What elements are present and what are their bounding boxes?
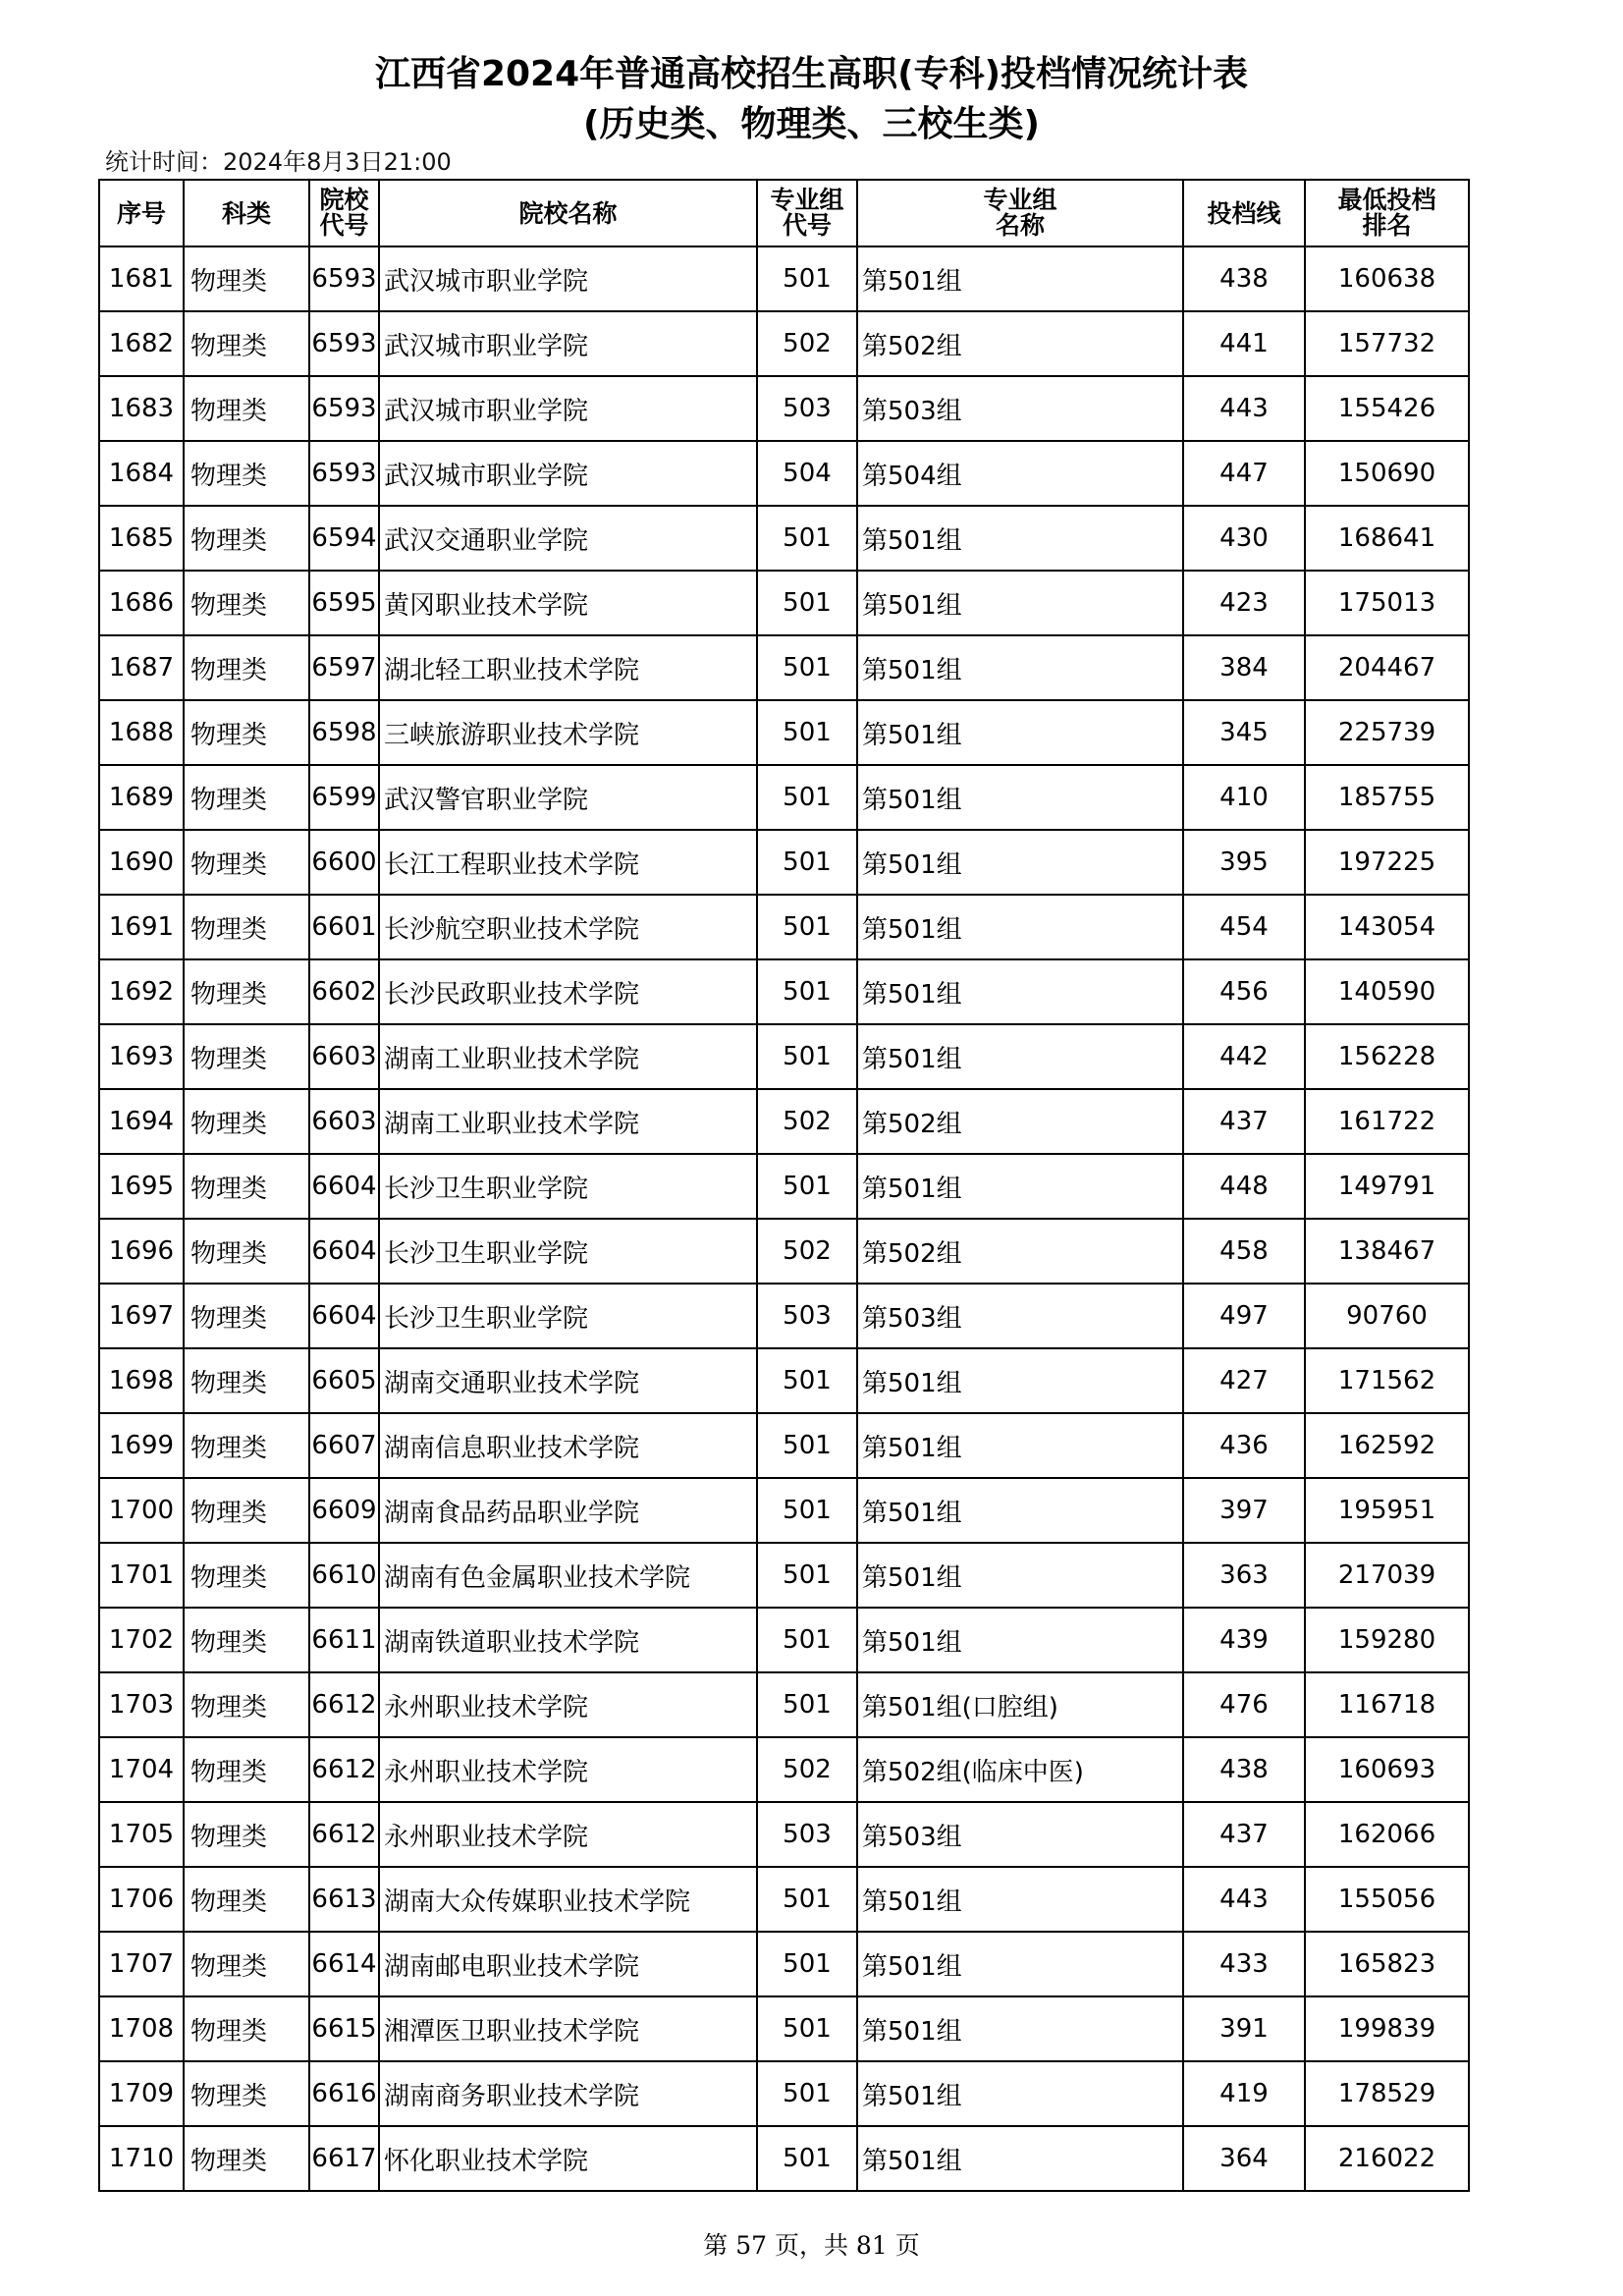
header-group-code [757, 180, 857, 246]
table-row [99, 635, 1469, 700]
cell-group-name: 第501组 [857, 700, 1183, 765]
cell-category: 物理类 [184, 765, 309, 830]
header-min-rank [1305, 180, 1469, 246]
table-row [99, 959, 1469, 1024]
cell-school-name: 长江工程职业技术学院 [379, 830, 757, 895]
table-row [99, 1284, 1469, 1348]
cell-group-code: 501 [757, 1672, 857, 1737]
cell-group-name: 第501组 [857, 895, 1183, 959]
cell-seq: 1710 [99, 2126, 184, 2191]
cell-school-code: 6603 [309, 1089, 379, 1154]
table-row [99, 765, 1469, 830]
cell-min-rank: 150690 [1305, 441, 1469, 506]
cell-school-code: 6593 [309, 246, 379, 311]
table-row [99, 1608, 1469, 1672]
cell-score-line: 497 [1183, 1284, 1305, 1348]
cell-min-rank: 162592 [1305, 1413, 1469, 1478]
cell-school-code: 6612 [309, 1737, 379, 1802]
cell-score-line: 438 [1183, 1737, 1305, 1802]
cell-group-name: 第501组 [857, 571, 1183, 635]
cell-group-name: 第501组 [857, 1543, 1183, 1608]
cell-score-line: 437 [1183, 1802, 1305, 1867]
header-min-rank-text: 最低投档排名 [1337, 186, 1436, 240]
cell-group-code: 501 [757, 1413, 857, 1478]
cell-group-name: 第503组 [857, 376, 1183, 441]
header-seq: 序号 [99, 180, 184, 246]
cell-seq: 1681 [99, 246, 184, 311]
cell-school-code: 6605 [309, 1348, 379, 1413]
cell-school-code: 6597 [309, 635, 379, 700]
header-category: 科类 [184, 180, 309, 246]
cell-seq: 1687 [99, 635, 184, 700]
cell-school-code: 6594 [309, 506, 379, 571]
cell-score-line: 433 [1183, 1932, 1305, 1996]
cell-min-rank: 225739 [1305, 700, 1469, 765]
cell-school-code: 6609 [309, 1478, 379, 1543]
cell-group-name: 第501组 [857, 506, 1183, 571]
cell-school-name: 武汉交通职业学院 [379, 506, 757, 571]
cell-group-name: 第502组 [857, 1089, 1183, 1154]
cell-school-name: 长沙卫生职业学院 [379, 1154, 757, 1219]
cell-group-code: 501 [757, 2126, 857, 2191]
cell-group-code: 501 [757, 765, 857, 830]
cell-group-name: 第501组 [857, 1608, 1183, 1672]
cell-seq: 1691 [99, 895, 184, 959]
cell-score-line: 448 [1183, 1154, 1305, 1219]
cell-score-line: 436 [1183, 1413, 1305, 1478]
cell-school-name: 湘潭医卫职业技术学院 [379, 1996, 757, 2061]
cell-group-code: 501 [757, 1608, 857, 1672]
cell-min-rank: 143054 [1305, 895, 1469, 959]
cell-seq: 1682 [99, 311, 184, 376]
cell-group-code: 501 [757, 1543, 857, 1608]
table-row [99, 571, 1469, 635]
cell-min-rank: 155426 [1305, 376, 1469, 441]
cell-min-rank: 155056 [1305, 1867, 1469, 1932]
cell-group-name: 第501组 [857, 1478, 1183, 1543]
cell-group-code: 503 [757, 376, 857, 441]
cell-school-name: 长沙航空职业技术学院 [379, 895, 757, 959]
cell-group-code: 501 [757, 895, 857, 959]
cell-school-name: 湖南邮电职业技术学院 [379, 1932, 757, 1996]
cell-school-code: 6601 [309, 895, 379, 959]
cell-score-line: 476 [1183, 1672, 1305, 1737]
cell-seq: 1699 [99, 1413, 184, 1478]
cell-category: 物理类 [184, 1413, 309, 1478]
cell-group-code: 503 [757, 1802, 857, 1867]
cell-group-code: 501 [757, 635, 857, 700]
cell-group-code: 501 [757, 959, 857, 1024]
cell-category: 物理类 [184, 1154, 309, 1219]
cell-school-name: 湖南商务职业技术学院 [379, 2061, 757, 2126]
cell-school-code: 6593 [309, 441, 379, 506]
table-row [99, 1348, 1469, 1413]
cell-min-rank: 156228 [1305, 1024, 1469, 1089]
table-row [99, 1219, 1469, 1284]
cell-school-code: 6599 [309, 765, 379, 830]
cell-score-line: 395 [1183, 830, 1305, 895]
cell-min-rank: 165823 [1305, 1932, 1469, 1996]
cell-group-code: 504 [757, 441, 857, 506]
cell-group-name: 第501组 [857, 1932, 1183, 1996]
cell-seq: 1706 [99, 1867, 184, 1932]
table-row [99, 1478, 1469, 1543]
table-row [99, 1672, 1469, 1737]
cell-seq: 1686 [99, 571, 184, 635]
cell-group-name: 第501组 [857, 246, 1183, 311]
cell-seq: 1689 [99, 765, 184, 830]
cell-score-line: 363 [1183, 1543, 1305, 1608]
table-row [99, 441, 1469, 506]
cell-seq: 1701 [99, 1543, 184, 1608]
cell-school-name: 怀化职业技术学院 [379, 2126, 757, 2191]
cell-school-code: 6612 [309, 1802, 379, 1867]
cell-school-code: 6593 [309, 311, 379, 376]
table-row [99, 700, 1469, 765]
cell-school-name: 永州职业技术学院 [379, 1672, 757, 1737]
table-row [99, 1802, 1469, 1867]
cell-score-line: 345 [1183, 700, 1305, 765]
cell-min-rank: 149791 [1305, 1154, 1469, 1219]
cell-category: 物理类 [184, 895, 309, 959]
cell-group-code: 501 [757, 1932, 857, 1996]
cell-score-line: 447 [1183, 441, 1305, 506]
cell-group-code: 501 [757, 246, 857, 311]
table-row [99, 376, 1469, 441]
cell-min-rank: 160638 [1305, 246, 1469, 311]
cell-category: 物理类 [184, 2126, 309, 2191]
cell-score-line: 443 [1183, 1867, 1305, 1932]
cell-group-name: 第501组 [857, 1867, 1183, 1932]
cell-school-code: 6612 [309, 1672, 379, 1737]
admission-table [98, 179, 1470, 2192]
cell-school-code: 6616 [309, 2061, 379, 2126]
cell-category: 物理类 [184, 1478, 309, 1543]
cell-category: 物理类 [184, 246, 309, 311]
cell-min-rank: 90760 [1305, 1284, 1469, 1348]
cell-group-name: 第503组 [857, 1802, 1183, 1867]
cell-min-rank: 204467 [1305, 635, 1469, 700]
header-group-name-text: 专业组名称 [983, 186, 1057, 240]
header-school-code [309, 180, 379, 246]
cell-category: 物理类 [184, 1867, 309, 1932]
cell-category: 物理类 [184, 1089, 309, 1154]
cell-score-line: 442 [1183, 1024, 1305, 1089]
table-row [99, 1996, 1469, 2061]
cell-group-name: 第501组 [857, 830, 1183, 895]
cell-category: 物理类 [184, 1543, 309, 1608]
cell-seq: 1707 [99, 1932, 184, 1996]
cell-category: 物理类 [184, 1932, 309, 1996]
cell-school-name: 武汉城市职业学院 [379, 246, 757, 311]
cell-school-name: 长沙民政职业技术学院 [379, 959, 757, 1024]
cell-school-name: 长沙卫生职业学院 [379, 1284, 757, 1348]
table-row [99, 1932, 1469, 1996]
cell-min-rank: 162066 [1305, 1802, 1469, 1867]
cell-min-rank: 168641 [1305, 506, 1469, 571]
cell-min-rank: 217039 [1305, 1543, 1469, 1608]
cell-min-rank: 161722 [1305, 1089, 1469, 1154]
cell-category: 物理类 [184, 959, 309, 1024]
cell-group-name: 第501组 [857, 1348, 1183, 1413]
cell-min-rank: 140590 [1305, 959, 1469, 1024]
cell-category: 物理类 [184, 1348, 309, 1413]
cell-category: 物理类 [184, 1219, 309, 1284]
table-row [99, 1154, 1469, 1219]
cell-school-name: 武汉警官职业学院 [379, 765, 757, 830]
cell-group-code: 501 [757, 1024, 857, 1089]
table-header-row [99, 180, 1469, 246]
cell-category: 物理类 [184, 1284, 309, 1348]
cell-seq: 1708 [99, 1996, 184, 2061]
table-row [99, 1413, 1469, 1478]
cell-group-code: 501 [757, 1996, 857, 2061]
cell-group-code: 503 [757, 1284, 857, 1348]
cell-seq: 1685 [99, 506, 184, 571]
cell-group-name: 第501组 [857, 1154, 1183, 1219]
cell-score-line: 427 [1183, 1348, 1305, 1413]
cell-group-code: 501 [757, 1154, 857, 1219]
cell-school-name: 湖南铁道职业技术学院 [379, 1608, 757, 1672]
header-school-name: 院校名称 [379, 180, 757, 246]
cell-seq: 1702 [99, 1608, 184, 1672]
cell-school-code: 6603 [309, 1024, 379, 1089]
cell-category: 物理类 [184, 2061, 309, 2126]
cell-category: 物理类 [184, 376, 309, 441]
cell-min-rank: 175013 [1305, 571, 1469, 635]
cell-category: 物理类 [184, 830, 309, 895]
cell-seq: 1709 [99, 2061, 184, 2126]
cell-school-code: 6604 [309, 1154, 379, 1219]
cell-category: 物理类 [184, 506, 309, 571]
table-row [99, 2126, 1469, 2191]
cell-seq: 1705 [99, 1802, 184, 1867]
cell-category: 物理类 [184, 1737, 309, 1802]
cell-score-line: 438 [1183, 246, 1305, 311]
cell-score-line: 430 [1183, 506, 1305, 571]
cell-group-name: 第502组(临床中医) [857, 1737, 1183, 1802]
cell-score-line: 458 [1183, 1219, 1305, 1284]
header-group-name [857, 180, 1183, 246]
cell-group-name: 第501组 [857, 1996, 1183, 2061]
cell-score-line: 391 [1183, 1996, 1305, 2061]
cell-school-code: 6607 [309, 1413, 379, 1478]
cell-min-rank: 199839 [1305, 1996, 1469, 2061]
cell-category: 物理类 [184, 635, 309, 700]
cell-min-rank: 197225 [1305, 830, 1469, 895]
cell-group-name: 第504组 [857, 441, 1183, 506]
cell-min-rank: 171562 [1305, 1348, 1469, 1413]
table-row [99, 1867, 1469, 1932]
cell-school-code: 6593 [309, 376, 379, 441]
cell-seq: 1684 [99, 441, 184, 506]
cell-score-line: 456 [1183, 959, 1305, 1024]
cell-school-name: 三峡旅游职业技术学院 [379, 700, 757, 765]
cell-school-name: 湖南食品药品职业学院 [379, 1478, 757, 1543]
cell-school-code: 6602 [309, 959, 379, 1024]
cell-group-code: 502 [757, 1737, 857, 1802]
cell-school-name: 黄冈职业技术学院 [379, 571, 757, 635]
table-row [99, 311, 1469, 376]
cell-min-rank: 138467 [1305, 1219, 1469, 1284]
cell-school-code: 6610 [309, 1543, 379, 1608]
table-row [99, 1024, 1469, 1089]
cell-group-name: 第501组 [857, 1413, 1183, 1478]
cell-school-name: 湖南大众传媒职业技术学院 [379, 1867, 757, 1932]
cell-school-name: 湖南工业职业技术学院 [379, 1089, 757, 1154]
table-row [99, 506, 1469, 571]
cell-score-line: 384 [1183, 635, 1305, 700]
cell-category: 物理类 [184, 1672, 309, 1737]
cell-school-name: 湖南工业职业技术学院 [379, 1024, 757, 1089]
cell-category: 物理类 [184, 1996, 309, 2061]
cell-seq: 1704 [99, 1737, 184, 1802]
cell-score-line: 441 [1183, 311, 1305, 376]
cell-seq: 1694 [99, 1089, 184, 1154]
cell-school-code: 6615 [309, 1996, 379, 2061]
cell-category: 物理类 [184, 441, 309, 506]
cell-group-code: 501 [757, 1478, 857, 1543]
cell-score-line: 364 [1183, 2126, 1305, 2191]
cell-category: 物理类 [184, 1802, 309, 1867]
cell-seq: 1688 [99, 700, 184, 765]
cell-group-name: 第502组 [857, 1219, 1183, 1284]
cell-group-code: 501 [757, 571, 857, 635]
cell-score-line: 419 [1183, 2061, 1305, 2126]
cell-school-name: 湖南交通职业技术学院 [379, 1348, 757, 1413]
cell-score-line: 423 [1183, 571, 1305, 635]
cell-school-code: 6617 [309, 2126, 379, 2191]
cell-school-code: 6604 [309, 1284, 379, 1348]
cell-category: 物理类 [184, 1608, 309, 1672]
table-row [99, 1089, 1469, 1154]
cell-group-name: 第501组 [857, 1024, 1183, 1089]
cell-category: 物理类 [184, 311, 309, 376]
cell-seq: 1693 [99, 1024, 184, 1089]
cell-group-code: 502 [757, 311, 857, 376]
cell-seq: 1697 [99, 1284, 184, 1348]
cell-school-name: 永州职业技术学院 [379, 1802, 757, 1867]
cell-seq: 1696 [99, 1219, 184, 1284]
cell-school-code: 6613 [309, 1867, 379, 1932]
cell-school-name: 武汉城市职业学院 [379, 311, 757, 376]
cell-group-name: 第502组 [857, 311, 1183, 376]
cell-score-line: 410 [1183, 765, 1305, 830]
cell-score-line: 397 [1183, 1478, 1305, 1543]
cell-group-code: 501 [757, 1348, 857, 1413]
cell-school-code: 6600 [309, 830, 379, 895]
cell-school-name: 湖北轻工职业技术学院 [379, 635, 757, 700]
cell-seq: 1695 [99, 1154, 184, 1219]
cell-school-name: 武汉城市职业学院 [379, 441, 757, 506]
cell-score-line: 439 [1183, 1608, 1305, 1672]
cell-score-line: 443 [1183, 376, 1305, 441]
cell-min-rank: 178529 [1305, 2061, 1469, 2126]
cell-group-code: 501 [757, 700, 857, 765]
cell-school-code: 6604 [309, 1219, 379, 1284]
cell-group-code: 501 [757, 830, 857, 895]
table-row [99, 895, 1469, 959]
header-score-line: 投档线 [1183, 180, 1305, 246]
cell-school-name: 长沙卫生职业学院 [379, 1219, 757, 1284]
cell-group-code: 501 [757, 1867, 857, 1932]
header-school-code-text: 院校代号 [319, 186, 369, 240]
cell-score-line: 437 [1183, 1089, 1305, 1154]
cell-group-code: 502 [757, 1219, 857, 1284]
table-row [99, 1737, 1469, 1802]
cell-score-line: 454 [1183, 895, 1305, 959]
cell-school-name: 湖南有色金属职业技术学院 [379, 1543, 757, 1608]
cell-seq: 1683 [99, 376, 184, 441]
table-row [99, 830, 1469, 895]
cell-school-name: 湖南信息职业技术学院 [379, 1413, 757, 1478]
cell-school-code: 6595 [309, 571, 379, 635]
cell-group-code: 502 [757, 1089, 857, 1154]
cell-group-code: 501 [757, 506, 857, 571]
cell-group-name: 第501组 [857, 635, 1183, 700]
cell-group-name: 第501组 [857, 959, 1183, 1024]
cell-category: 物理类 [184, 571, 309, 635]
cell-school-name: 永州职业技术学院 [379, 1737, 757, 1802]
page-title: 江西省2024年普通高校招生高职(专科)投档情况统计表 [374, 54, 1249, 94]
page-subtitle: (历史类、物理类、三校生类) [583, 104, 1040, 144]
page-footer: 第 57 页，共 81 页 [703, 2231, 920, 2260]
cell-group-name: 第503组 [857, 1284, 1183, 1348]
cell-seq: 1700 [99, 1478, 184, 1543]
cell-school-code: 6614 [309, 1932, 379, 1996]
header-group-code-text: 专业组代号 [770, 186, 844, 240]
cell-seq: 1692 [99, 959, 184, 1024]
cell-group-code: 501 [757, 2061, 857, 2126]
cell-seq: 1703 [99, 1672, 184, 1737]
cell-min-rank: 116718 [1305, 1672, 1469, 1737]
cell-min-rank: 157732 [1305, 311, 1469, 376]
cell-seq: 1690 [99, 830, 184, 895]
cell-school-code: 6598 [309, 700, 379, 765]
cell-school-code: 6611 [309, 1608, 379, 1672]
cell-school-name: 武汉城市职业学院 [379, 376, 757, 441]
cell-group-name: 第501组 [857, 2126, 1183, 2191]
cell-min-rank: 195951 [1305, 1478, 1469, 1543]
table-row [99, 246, 1469, 311]
cell-min-rank: 160693 [1305, 1737, 1469, 1802]
cell-group-name: 第501组 [857, 2061, 1183, 2126]
cell-category: 物理类 [184, 1024, 309, 1089]
table-row [99, 2061, 1469, 2126]
cell-seq: 1698 [99, 1348, 184, 1413]
stat-time: 统计时间：2024年8月3日21:00 [105, 148, 452, 176]
cell-group-name: 第501组(口腔组) [857, 1672, 1183, 1737]
cell-group-name: 第501组 [857, 765, 1183, 830]
cell-min-rank: 216022 [1305, 2126, 1469, 2191]
table-body [99, 246, 1469, 2191]
cell-min-rank: 185755 [1305, 765, 1469, 830]
table-row [99, 1543, 1469, 1608]
cell-min-rank: 159280 [1305, 1608, 1469, 1672]
cell-category: 物理类 [184, 700, 309, 765]
